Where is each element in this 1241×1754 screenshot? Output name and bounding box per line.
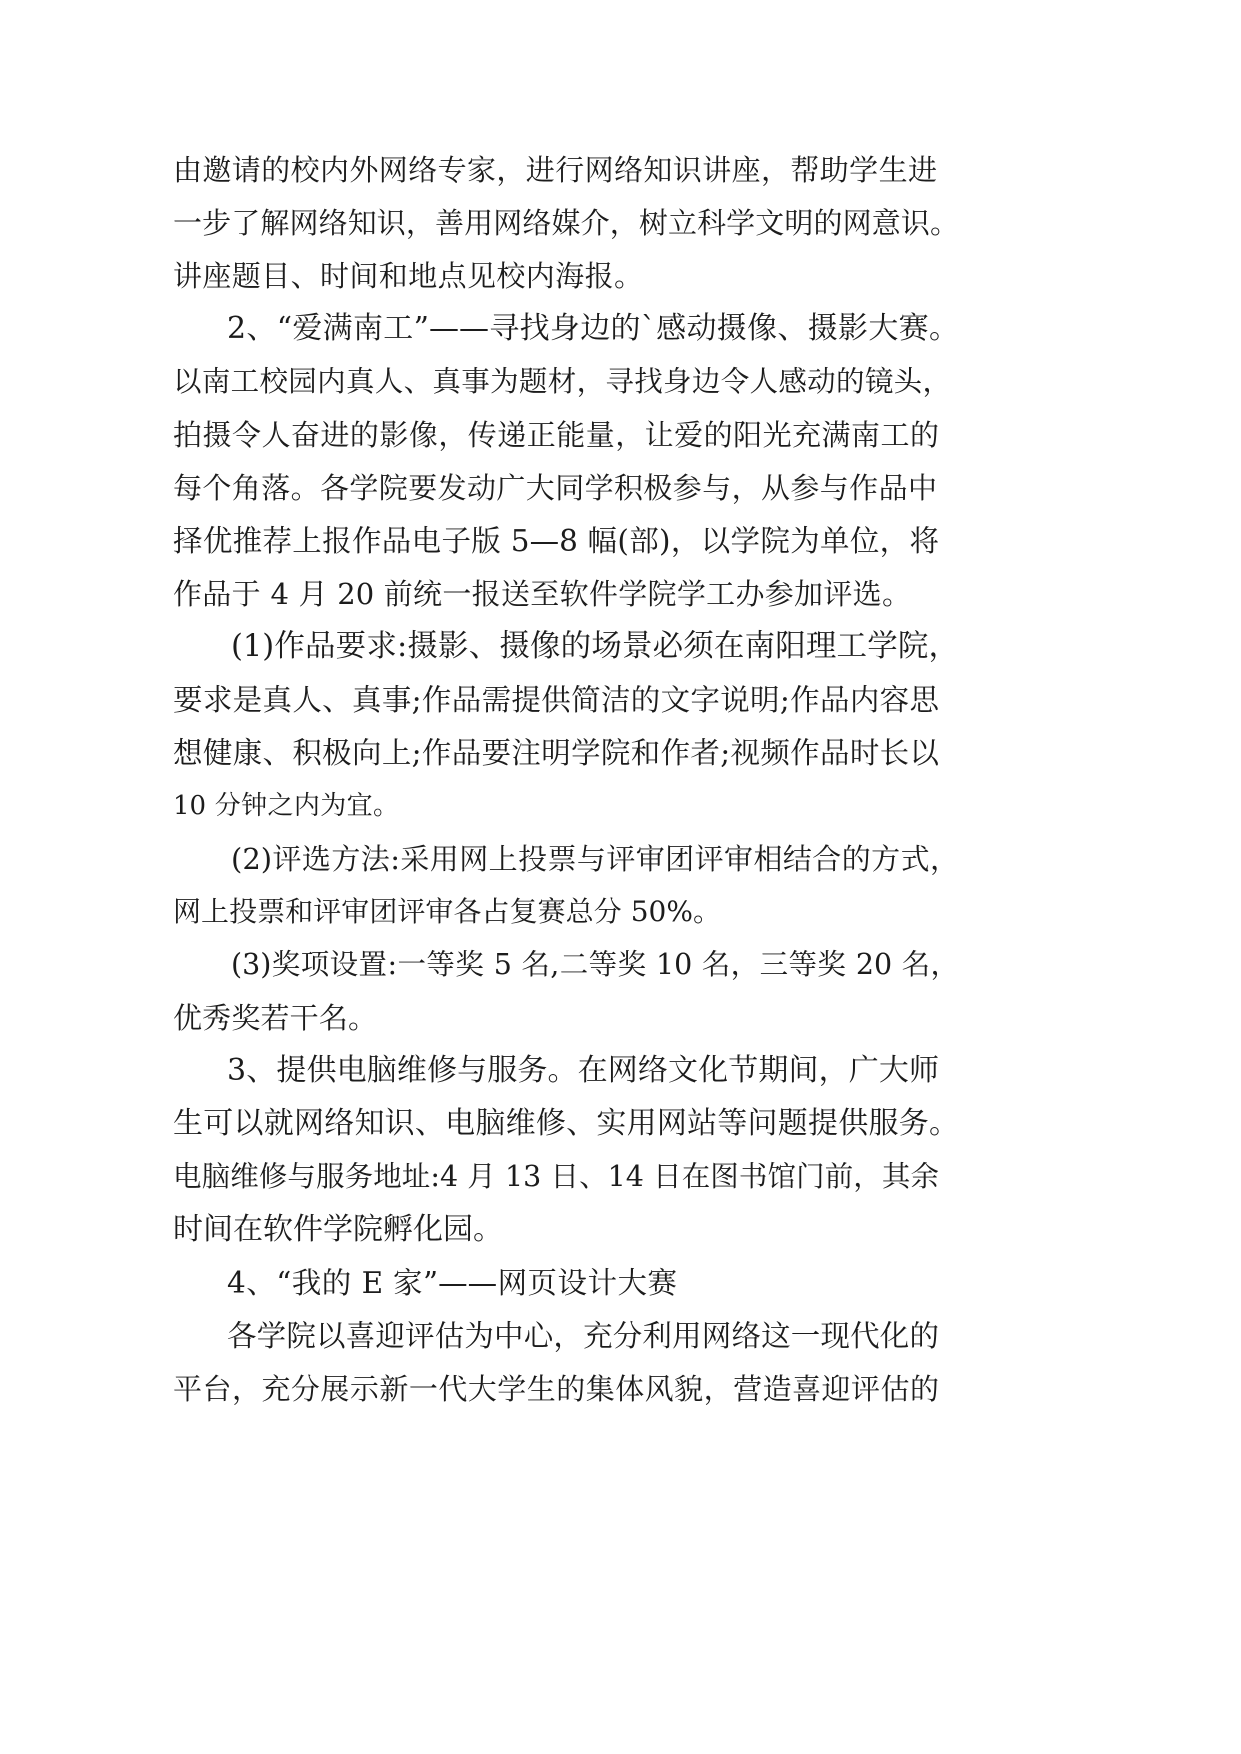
text-line-content: 拍摄令人奋进的影像，传递正能量，让爱的阳光充满南工的 [173, 418, 939, 452]
text-line [0, 1041, 1241, 1101]
text-line-content: 网上投票和评审团评审各占复赛总分 50%。 [173, 895, 721, 928]
text-line [0, 829, 1241, 889]
text-line [0, 511, 1241, 571]
text-line [0, 1359, 1241, 1419]
text-line-content: 择优推荐上报作品电子版 5—8 幅(部)，以学院为单位，将 [173, 524, 939, 558]
text-line-content: (2)评选方法:采用网上投票与评审团评审相结合的方式， [231, 842, 959, 876]
text-line-content: 生可以就网络知识、电脑维修、实用网站等问题提供服务。 [173, 1106, 959, 1141]
text-line [0, 935, 1241, 995]
text-line-content: 各学院以喜迎评估为中心，充分利用网络这一现代化的 [227, 1319, 939, 1353]
text-line [0, 1200, 1241, 1260]
text-line [0, 988, 1241, 1048]
text-line [0, 617, 1241, 677]
text-line-content: 要求是真人、真事;作品需提供简洁的文字说明;作品内容思 [173, 683, 939, 717]
text-line [0, 193, 1241, 253]
text-line-content: 作品于 4 月 20 前统一报送至软件学院学工办参加评选。 [173, 577, 911, 611]
text-line [0, 564, 1241, 624]
text-line-content: 2、“爱满南工”——寻找身边的`感动摄像、摄影大赛。 [227, 311, 959, 346]
text-line [0, 1306, 1241, 1366]
text-line-content: 以南工校园内真人、真事为题材，寻找身边令人感动的镜头， [173, 365, 951, 398]
text-line [0, 140, 1241, 200]
text-line-content: 优秀奖若干名。 [173, 1001, 377, 1035]
text-line [0, 1147, 1241, 1207]
text-line [0, 405, 1241, 465]
text-line-content: 一步了解网络知识，善用网络媒介，树立科学文明的网意识。 [173, 206, 959, 240]
text-line-content: 由邀请的校内外网络专家，进行网络知识讲座，帮助学生进 [173, 153, 937, 187]
text-line [0, 723, 1241, 783]
text-line [0, 1253, 1241, 1313]
text-line-content: 平台，充分展示新一代大学生的集体风貌，营造喜迎评估的 [173, 1372, 939, 1406]
text-line-content: 时间在软件学院孵化园。 [173, 1212, 503, 1247]
text-line [0, 299, 1241, 359]
text-line-content: (1)作品要求:摄影、摄像的场景必须在南阳理工学院， [231, 629, 959, 664]
text-line [0, 246, 1241, 306]
text-line [0, 670, 1241, 730]
text-line-content: 想健康、积极向上;作品要注明学院和作者;视频作品时长以 [173, 736, 939, 770]
text-line-content: 讲座题目、时间和地点见校内海报。 [173, 259, 643, 293]
text-line-content: 每个角落。各学院要发动广大同学积极参与，从参与作品中 [173, 471, 937, 505]
text-line-content: 4、“我的 E 家”——网页设计大赛 [227, 1266, 677, 1300]
text-line [0, 882, 1241, 942]
text-line-content: (3)奖项设置:一等奖 5 名,二等奖 10 名，三等奖 20 名， [231, 948, 959, 981]
text-line-content: 3、提供电脑维修与服务。在网络文化节期间，广大师 [227, 1053, 939, 1088]
text-line [0, 776, 1241, 836]
text-line-content: 电脑维修与服务地址:4 月 13 日、14 日在图书馆门前，其余 [173, 1160, 939, 1193]
text-line-content: 10 分钟之内为宜。 [173, 791, 399, 821]
text-line [0, 458, 1241, 518]
text-line [0, 1094, 1241, 1154]
text-line [0, 352, 1241, 412]
